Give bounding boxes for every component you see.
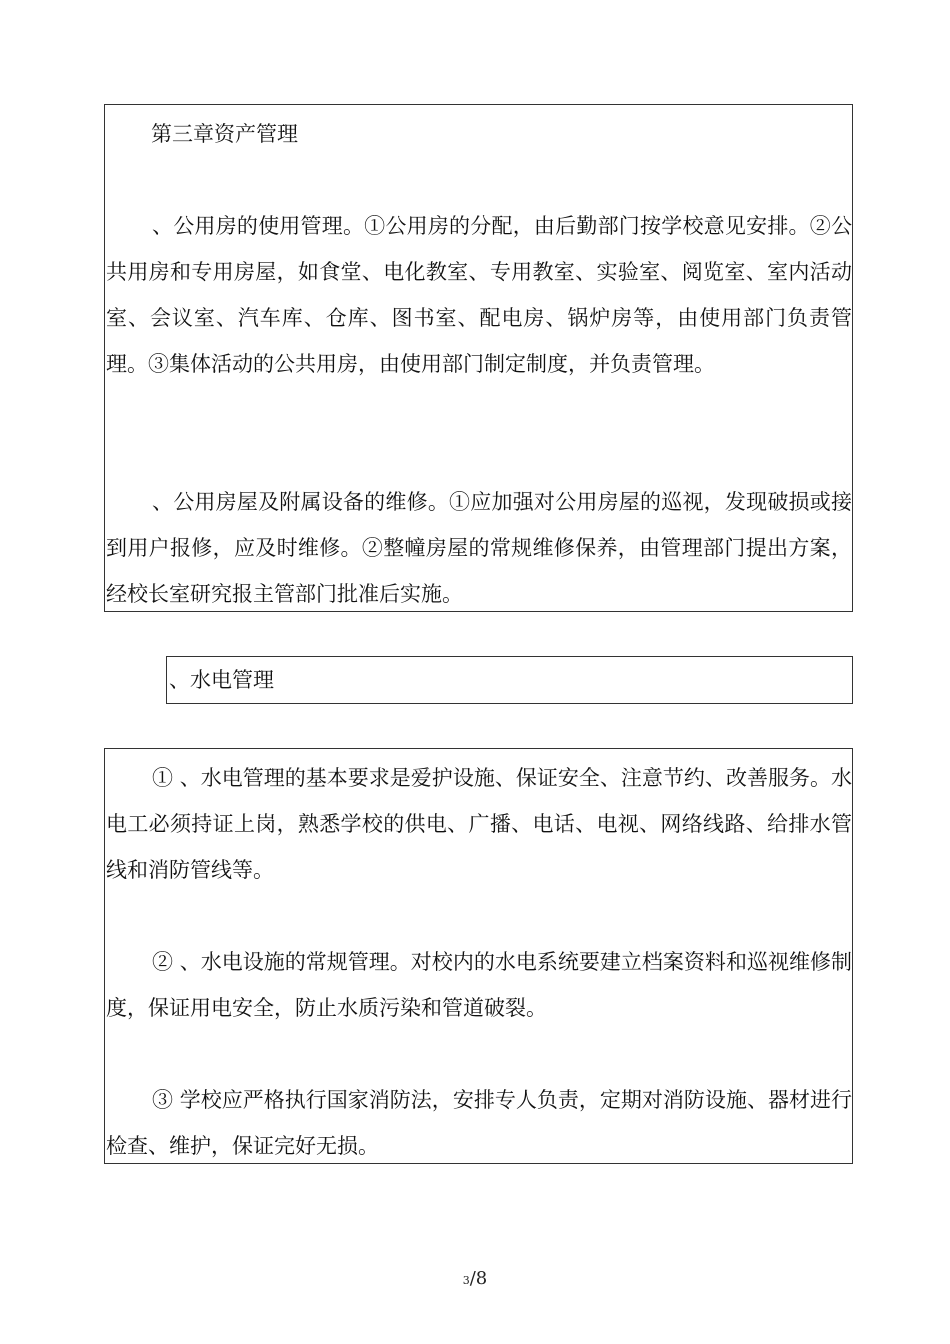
public-room-maintenance-paragraph: 、公用房屋及附属设备的维修。①应加强对公用房屋的巡视，发现破损或接到用户报修，应及时维修。②整幢房屋的常规维修保养，由管理部门提出方案，经校长室研究报主管部门批准后实施。 [106, 490, 852, 606]
page-total: /8 [469, 1268, 488, 1289]
water-electric-box [104, 748, 853, 1164]
page-number [0, 1268, 950, 1289]
asset-management-box [104, 104, 853, 612]
chapter-title: 第三章资产管理 [151, 122, 298, 146]
public-room-usage-paragraph: 、公用房的使用管理。①公用房的分配，由后勤部门按学校意见安排。②公共用房和专用房屋，如食堂、电化教室、专用教室、实验室、阅览室、室内活动室、会议室、汽车库、仓库、图书室、配电房、锅炉房等，由使用部门负责管理。③集体活动的公共用房，由使用部门制定制度，并负责管理。 [106, 214, 852, 376]
water-electric-title: 、水电管理 [169, 668, 274, 692]
fire-safety-paragraph: ③ 学校应严格执行国家消防法，安排专人负责，定期对消防设施、器材进行检查、维护，保证完好无损。 [106, 1088, 852, 1158]
water-electric-heading-box [166, 656, 853, 704]
page-current: 3 [462, 1274, 470, 1287]
water-electric-basic-paragraph: ① 、水电管理的基本要求是爱护设施、保证安全、注意节约、改善服务。水电工必须持证上岗，熟悉学校的供电、广播、电话、电视、网络线路、给排水管线和消防管线等。 [106, 766, 852, 882]
water-electric-routine-paragraph: ② 、水电设施的常规管理。对校内的水电系统要建立档案资料和巡视维修制度，保证用电安全，防止水质污染和管道破裂。 [106, 950, 852, 1020]
